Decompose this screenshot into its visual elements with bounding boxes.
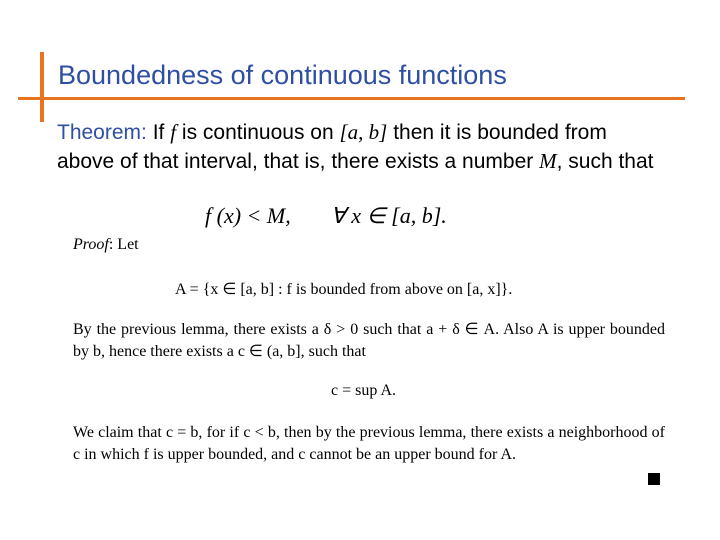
theorem-label: Theorem:	[57, 121, 147, 144]
theorem-M: M	[539, 149, 557, 173]
theorem-interval: [a, b]	[339, 120, 388, 144]
theorem-statement	[57, 118, 667, 176]
proof-word: Proof	[73, 236, 109, 253]
proof-paragraph-2: We claim that c = b, for if c < b, then by the previous lemma, there exists a neighborhood of c in which f is upper bounded, and c cannot be an upper bound for A.	[73, 424, 665, 463]
accent-horizontal-rule	[18, 97, 685, 100]
theorem-f: f	[170, 120, 177, 144]
equation-rhs: ∀ x ∈ [a, b].	[330, 203, 447, 228]
equation-lhs: f (x) < M,	[205, 203, 291, 228]
slide-title: Boundedness of continuous functions	[58, 60, 507, 90]
set-definition: A = {x ∈ [a, b] : f is bounded from above on [a, x]}.	[175, 281, 513, 298]
accent-vertical-bar	[40, 52, 44, 122]
theorem-text-3: then it is bounded from above of that interval, that is, there exists a number	[57, 121, 607, 173]
theorem-text-4: , such that	[556, 150, 654, 173]
theorem-display-equation	[205, 203, 447, 229]
proof-paragraph-1: By the previous lemma, there exists a δ > 0 such that a + δ ∈ A. Also A is upper bounded by b, hence there exists a c ∈ (a, b], such that	[73, 321, 665, 360]
theorem-text-1: If	[146, 121, 171, 144]
proof-let: : Let	[108, 236, 139, 253]
sup-equation: c = sup A.	[331, 382, 397, 399]
theorem-text-2: is continuous on	[176, 121, 340, 144]
proof-label	[73, 236, 139, 254]
qed-square	[648, 473, 660, 485]
